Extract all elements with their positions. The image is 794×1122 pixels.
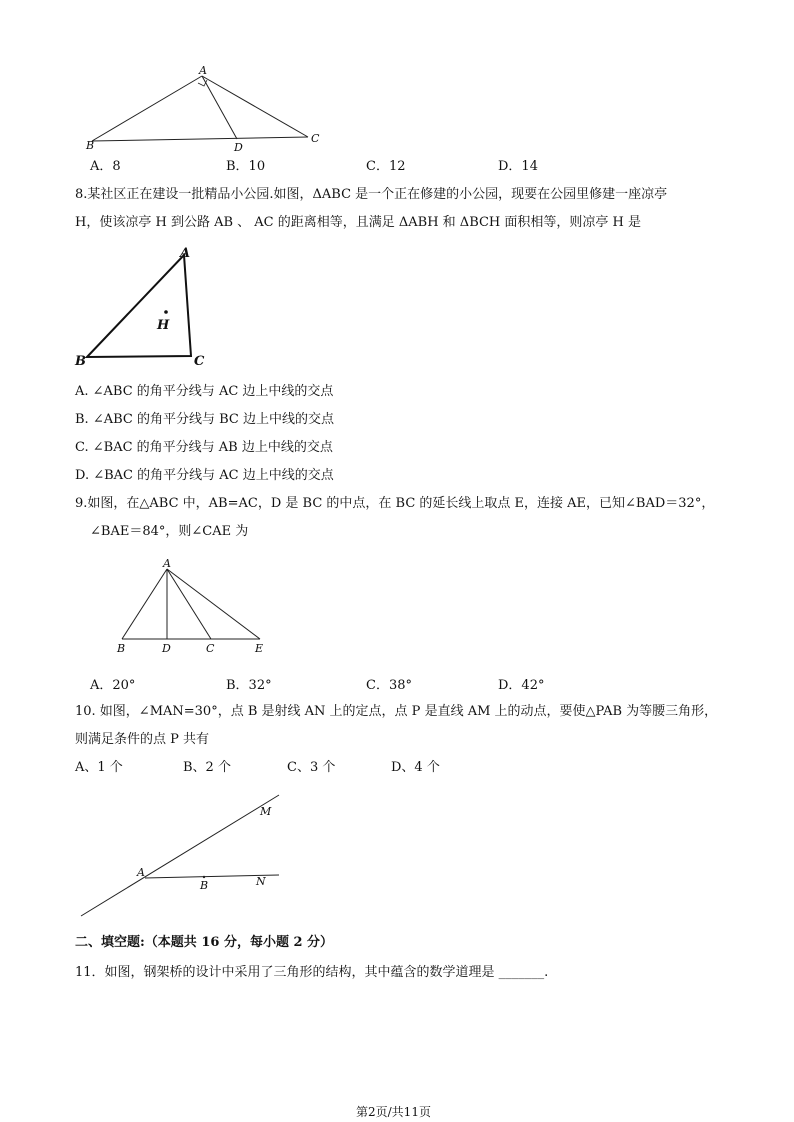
q7-option-d[interactable]: D．14 [498, 159, 538, 174]
fig10-line-am [81, 795, 279, 916]
q10-question-line1: 10. 如图，∠MAN=30°，点 B 是射线 AN 上的定点，点 P 是直线 AM 上的动点，要使△PAB 为等腰三角形， [75, 704, 718, 719]
fig7-line-ad [202, 76, 237, 139]
q10-question-line2: 则满足条件的点 P 共有 [75, 732, 210, 747]
fig9-label-a: A [163, 557, 171, 570]
fig7-line-ac [202, 76, 308, 137]
fig7-label-a: A [199, 64, 207, 77]
fig7-label-b: B [86, 139, 95, 152]
q7-option-c[interactable]: C．12 [366, 159, 406, 174]
fig7-line-ab [92, 76, 202, 141]
fig9-label-d: D [162, 642, 171, 655]
q9-option-c[interactable]: C．38° [366, 678, 412, 693]
fig7-label-c: C [311, 132, 320, 145]
fig9-line-ae [167, 569, 260, 639]
q11-question: 11．如图，钢架桥的设计中采用了三角形的结构，其中蕴含的数学道理是 _______. [75, 965, 549, 980]
fig10-label-m: M [260, 805, 272, 818]
q9-question-line2: ∠BAE＝84°，则∠CAE 为 [90, 524, 249, 539]
q8-question-line2: H，使该凉亭 H 到公路 AB 、 AC 的距离相等，且满足 ΔABH 和 ΔBCH 面积相等，则凉亭 H 是 [75, 215, 642, 230]
q10-option-a[interactable]: A、1 个 [75, 760, 123, 775]
fig8-label-h: H [157, 318, 170, 333]
page-number: 第2页/共11页 [356, 1105, 431, 1119]
q8-option-a[interactable]: A. ∠ABC 的角平分线与 AC 边上中线的交点 [75, 384, 334, 399]
q9-question-line1: 9.如图，在△ABC 中，AB=AC，D 是 BC 的中点，在 BC 的延长线上取点 E，连接 AE，已知∠BAD＝32°， [75, 496, 715, 511]
fig9-line-ab [122, 569, 167, 639]
q8-option-c[interactable]: C. ∠BAC 的角平分线与 AB 边上中线的交点 [75, 440, 333, 455]
fig9-label-c: C [206, 642, 215, 655]
fig8-point-h [164, 310, 168, 314]
section2-heading: 二、填空题:（本题共 16 分，每小题 2 分） [75, 935, 334, 950]
fig9-label-e: E [255, 642, 264, 655]
fig10-label-b: B [200, 879, 209, 892]
q8-option-d[interactable]: D. ∠BAC 的角平分线与 AC 边上中线的交点 [75, 468, 334, 483]
fig10-label-a: A [137, 866, 145, 879]
q10-option-d[interactable]: D、4 个 [391, 760, 440, 775]
q9-figure [110, 557, 280, 657]
q7-option-b[interactable]: B．10 [226, 159, 266, 174]
q10-option-c[interactable]: C、3 个 [287, 760, 336, 775]
fig8-triangle [87, 255, 191, 357]
fig10-label-n: N [256, 875, 266, 888]
fig7-right-angle-mark [198, 80, 207, 86]
q8-figure [70, 244, 220, 369]
q7-option-a[interactable]: A．8 [90, 159, 121, 174]
fig9-label-b: B [117, 642, 126, 655]
q10-option-b[interactable]: B、2 个 [183, 760, 231, 775]
fig7-label-d: D [234, 141, 243, 152]
q9-option-a[interactable]: A．20° [90, 678, 136, 693]
fig7-line-bc [92, 137, 308, 141]
q9-option-d[interactable]: D．42° [498, 678, 545, 693]
q8-question-line1: 8.某社区正在建设一批精品小公园.如图，ΔABC 是一个正在修建的小公园，现要在公园里修建一座凉亭 [75, 187, 668, 202]
fig10-point-b [203, 876, 205, 878]
fig8-label-a: A [180, 246, 191, 261]
q10-figure [74, 790, 294, 920]
q8-option-b[interactable]: B. ∠ABC 的角平分线与 BC 边上中线的交点 [75, 412, 334, 427]
fig9-line-ac [167, 569, 211, 639]
q7-figure [80, 62, 330, 152]
q9-option-b[interactable]: B．32° [226, 678, 272, 693]
fig8-label-c: C [194, 354, 205, 369]
fig8-label-b: B [75, 354, 86, 369]
